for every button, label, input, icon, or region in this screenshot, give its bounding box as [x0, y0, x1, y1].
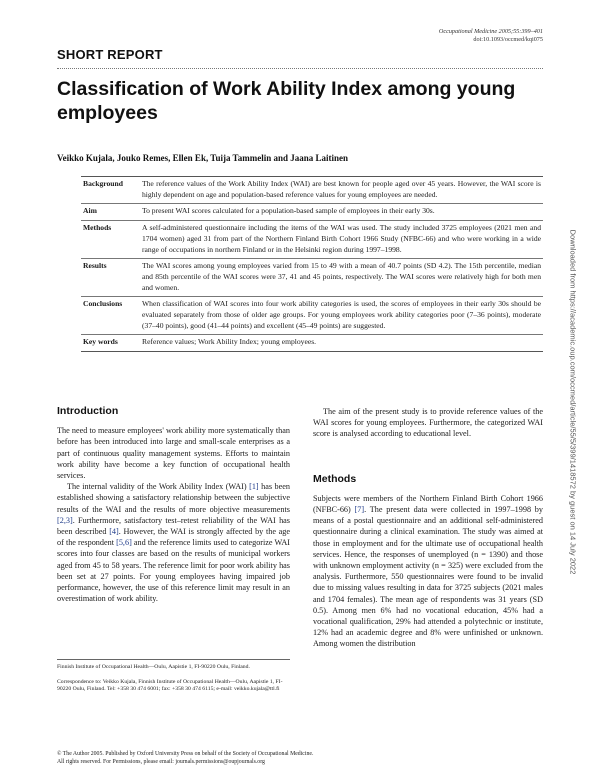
abstract-text: The WAI scores among young employees varied from 15 to 49 with a mean of 40.7 points (SD 4.2). The 15th percentile, median and 85th percentile of the WAI scores were 37, 41 and 45 points, respectively. The WAI scores were relatively high for both men and women. [142, 261, 541, 292]
methods-heading: Methods [313, 472, 357, 485]
copyright-line: © The Author 2005. Published by Oxford University Press on behalf of the Society of Occupational Medicine. [57, 751, 314, 757]
abstract-text: To present WAI scores calculated for a population-based sample of employees in their early 30s. [142, 206, 435, 216]
structured-abstract [81, 176, 543, 352]
abstract-label: Key words [83, 337, 118, 347]
abstract-text: The reference values of the Work Ability Index (WAI) are best known for people aged over 45 years. However, the WAI score is highly dependent on age and population-based reference values for young employees are needed. [142, 179, 541, 199]
section-divider [57, 68, 543, 69]
text-run: . However, the WAI is strongly affected by the age of the respondent [57, 527, 290, 548]
methods-paragraph [313, 493, 543, 650]
text-run: The internal validity of the Work Ability Index (WAI) [67, 482, 250, 492]
abstract-label: Conclusions [83, 299, 123, 309]
abstract-row-results [81, 259, 543, 297]
article-title: Classification of Work Ability Index among young employees [57, 78, 516, 124]
affiliation-note [57, 659, 290, 694]
citation-link[interactable]: [5,6] [116, 538, 132, 548]
journal-ref: Occupational Medicine 2005;55:399–401 [438, 28, 543, 35]
abstract-label: Methods [83, 223, 112, 233]
abstract-row-background [81, 177, 543, 204]
right-column [313, 400, 543, 650]
journal-citation [439, 28, 543, 44]
abstract-label: Aim [83, 206, 97, 216]
text-run: . Furthermore, satisfactory test–retest reliability of the WAI has been described [57, 515, 290, 537]
author-list: Veikko Kujala, Jouko Remes, Ellen Ek, Tuija Tammelin and Jaana Laitinen [57, 153, 348, 163]
aim-paragraph: The aim of the present study is to provide reference values of the WAI scores for young employees. Furthermore, the categorized WAI score is analysed according to educational level. [313, 407, 543, 439]
abstract-text: When classification of WAI scores into four work ability categories is used, the scores of employees in their early 30s should be evaluated separately from those of older age groups. For young employees work ability categories poor (7–36 points), moderate (37–40 points), good (41–44 points) and excellent (45–49 points) are suggested. [142, 299, 541, 330]
permissions-line: All rights reserved. For Permissions, please email: journals.permissions@oupjournals.org [57, 758, 265, 765]
citation-link[interactable]: [4] [109, 527, 119, 537]
abstract-row-conclusions [81, 297, 543, 335]
left-column [57, 400, 290, 604]
intro-paragraph-1: The need to measure employees' work ability more systematically than before has been introduced into large and small-scale enterprises as a part of continuous quality management systems. Efforts to maintain work ability have become a key function of occupational health services. [57, 426, 290, 481]
citation-link[interactable]: [1] [249, 482, 259, 492]
abstract-row-aim [81, 204, 543, 221]
citation-link[interactable]: [2,3] [57, 515, 73, 525]
section-label: SHORT REPORT [57, 47, 163, 62]
abstract-row-keywords [81, 335, 543, 351]
correspondence: Correspondence to: Veikko Kujala, Finnish Institute of Occupational Health—Oulu, Aapistie 1, FI-90220 Oulu, Finland. Tel: +358 30 474 6001; fax: +358 30 474 6115; e-mail: veikko.kujala@ttl.fi [57, 678, 283, 693]
institute-address: Finnish Institute of Occupational Health—Oulu, Aapistie 1, FI-90220 Oulu, Finland. [57, 664, 250, 670]
abstract-label: Background [83, 179, 123, 188]
text-run: . The present data were collected in 1997–1998 by means of a postal questionnaire and an additional self-administered questionnaire during a clinical examination. The study was aimed at those in employment and for the ultimate use of occupational health services. Hence, the responses of unemployed (n = 1390) and those with unknown employment activity (n = 325) were excluded from the analysis. Furthermore, 550 questionnaires were found to be invalid due to missing values resulting in data for 3725 subjects (2021 males and 1704 females). The mean age of respondents was 31 years (SD 0.5). Among men 6% had no vocational education, 45% had a vocational qualification, 29% had attended a polytechnic or institute, 12% had an academic degree and 8% were unfinished or unknown. Among women the distribution [313, 505, 543, 649]
citation-link[interactable]: [7] [354, 505, 365, 515]
copyright-footer [57, 751, 313, 766]
introduction-heading: Introduction [57, 405, 119, 417]
text-run: has been established showing a satisfactory relationship between the subjective results of the WAI and the results of more objective measurements [57, 482, 291, 514]
download-note: Downloaded from https://academic.oup.com/occmed/article/55/5/399/1418572 by guest on 14 July 2022 [568, 229, 578, 575]
text-run: Subjects were members of the Northern Finland Birth Cohort 1966 (NFBC-66) [313, 493, 543, 515]
abstract-text: Reference values; Work Ability Index; young employees. [142, 337, 317, 347]
text-run: and the reference limits used to categorize WAI scores into four classes are based on the results of municipal workers aged from 45 to 58 years. The reference limit for poor work ability has been set at 27 points. For young employees having impaired job performance, however, the use of this reference limit may result in an overestimation of work ability. [57, 538, 290, 604]
abstract-row-methods [81, 221, 543, 259]
intro-paragraph-2 [57, 481, 290, 604]
doi: doi:10.1093/occmed/kqi075 [473, 36, 543, 43]
abstract-text: A self-administered questionnaire including the items of the WAI was used. The study included 3725 employees (2021 men and 1704 women) aged 31 from part of the Northern Finland Birth Cohort 1966 Study (NFBC-66) and who were working in a wide range of occupations in northern Finland or in the Helsinki region during 1997–1998. [142, 223, 541, 254]
download-watermark [566, 229, 580, 575]
abstract-label: Results [83, 261, 107, 271]
